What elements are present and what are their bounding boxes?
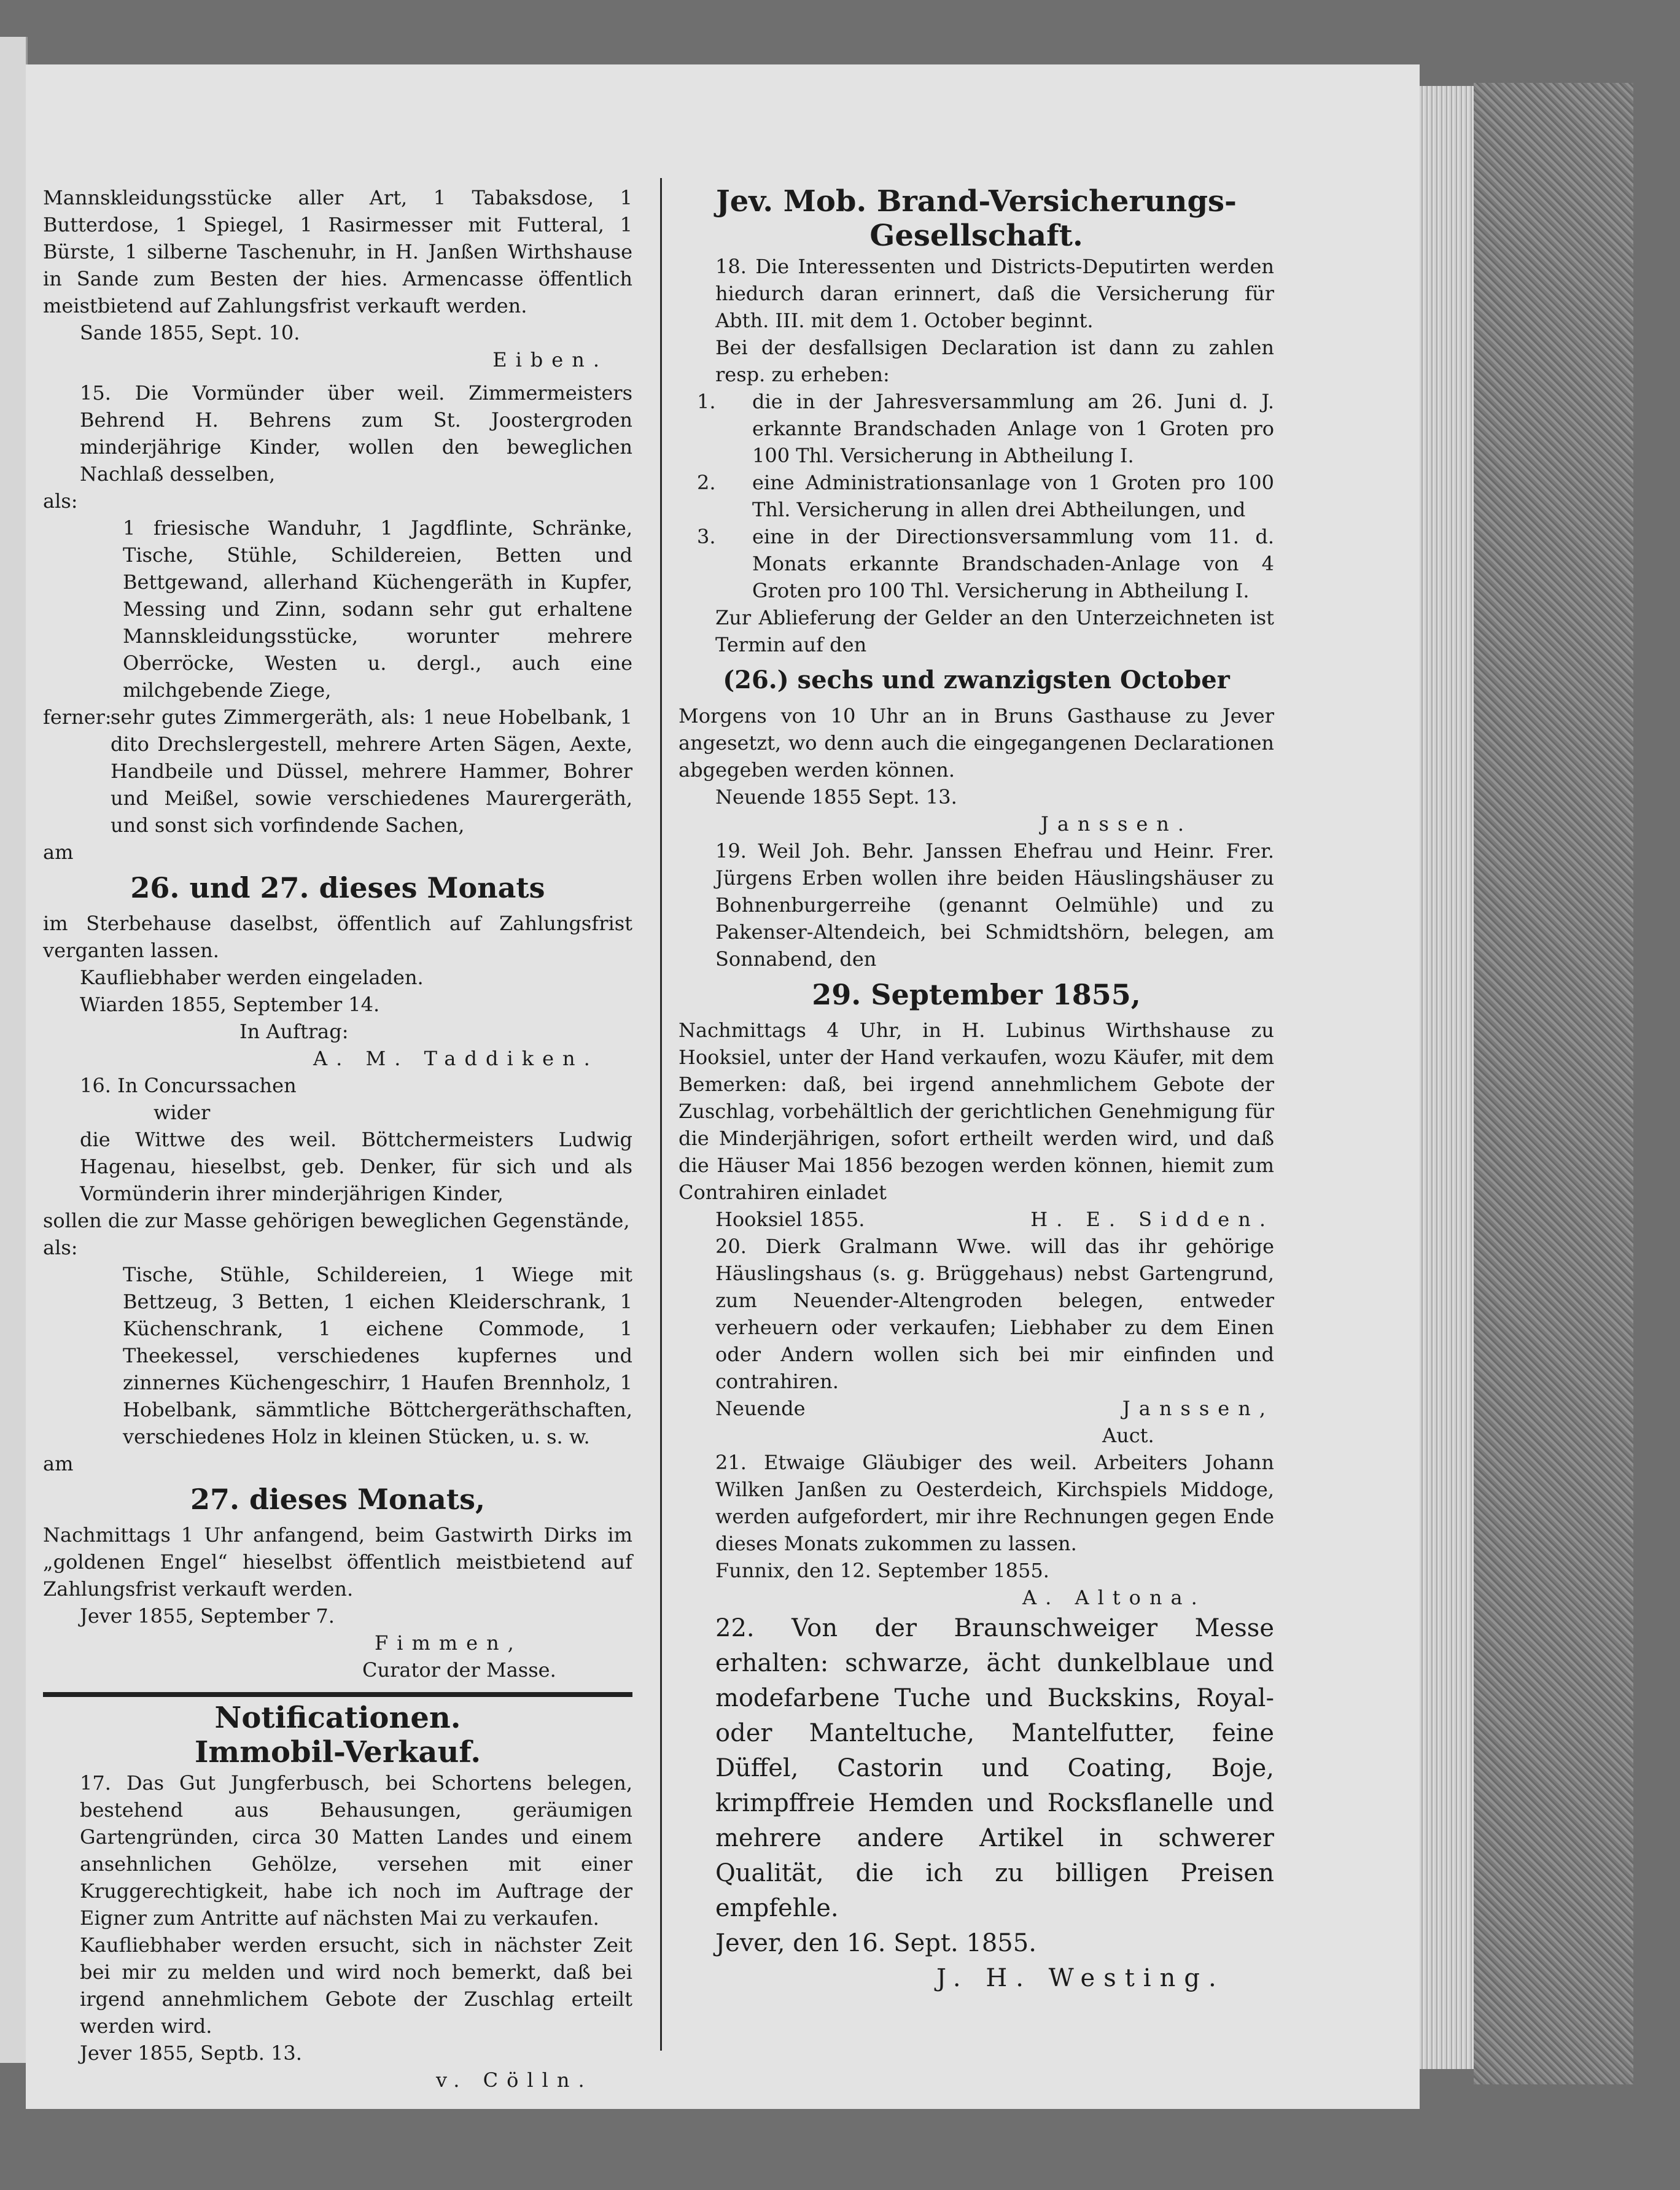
funnix-date: Funnix, den 12. September 1855.	[715, 1559, 1049, 1582]
hooksiel-date: Hooksiel 1855.	[715, 1208, 865, 1231]
als-label: als:	[43, 489, 78, 513]
right-column	[679, 184, 1274, 1996]
notice-16-heading: 16. In Concurssachen	[80, 1074, 297, 1097]
notice-16-text: die Wittwe des weil. Böttchermeisters Ludwig Hagenau, hieselbst, geb. Denker, für sich und als Vormünderin ihrer minderjährigen Kinder,	[80, 1128, 632, 1205]
ablieferung-text: Zur Ablieferung der Gelder an den Unterzeichneten ist Termin auf den	[715, 606, 1274, 656]
previous-page-edge	[0, 37, 28, 2063]
wiarden-date: Wiarden 1855, September 14.	[80, 993, 380, 1016]
brand-versicherung-heading-1: Jev. Mob. Brand-Versicherungs-	[716, 184, 1237, 219]
ferner-block	[43, 704, 632, 839]
notice-16-text-c: Nachmittags 1 Uhr anfangend, beim Gastwirth Dirks im „goldenen Engel“ hieselbst öffentlich meistbietend auf Zahlungsfrist verkauft werden.	[43, 1523, 632, 1601]
book-cover	[1474, 83, 1633, 2084]
jever-date-3: Jever, den 16. Sept. 1855.	[715, 1929, 1036, 1957]
brand-versicherung-heading-2: Gesellschaft.	[869, 219, 1083, 253]
notice-19-text: 19. Weil Joh. Behr. Janssen Ehefrau und Heinr. Frer. Jürgens Erben wollen ihre beiden Häuslingshäuser zu Bohnenburgerreihe (genannt Oelmühle) und zu Pakenser-Altendeich, bei Schmidtshörn, belegen, am Sonnabend, den	[715, 839, 1274, 971]
list-item: 3. eine in der Directionsversammlung vom 11. d. Monats erkannte Brandschaden-Anlage von 4 Groten pro 100 Thl. Versicherung in Abtheilung I.	[697, 525, 1274, 602]
notice-16-list: Tische, Stühle, Schildereien, 1 Wiege mit Bettzeug, 3 Betten, 1 eichen Kleiderschrank, 1 Küchenschrank, 1 eichene Commode, 1 Theekessel, verschiedenes kupfernes und zinnernes Küchengeschirr, 1 Haufen Brennholz, 1 Hobelbank, sämmtliche Böttchergeräthschaften, verschiedenes Holz in kleinen Stücken, u. s. w.	[123, 1263, 632, 1448]
notice-19-date: 29. September 1855,	[812, 978, 1141, 1011]
jever-date-2: Jever 1855, Septb. 13.	[80, 2041, 302, 2065]
ferner-text: sehr gutes Zimmergeräth, als: 1 neue Hobelbank, 1 dito Drechslergestell, mehrere Arten Sägen, Aexte, Handbeile und Düssel, mehrere Hammer, Bohrer und Meißel, sowie verschiedenes Maurergeräth, und sonst sich vorfindende Sachen,	[111, 705, 632, 837]
curator-line: Curator der Masse.	[362, 1658, 556, 1682]
newspaper-page	[26, 64, 1420, 2109]
notice-15-text-b: im Sterbehause daselbst, öffentlich auf Zahlungsfrist verganten lassen.	[43, 912, 632, 962]
notice-20-text: 20. Dierk Gralmann Wwe. will das ihr gehörige Häuslingshaus (s. g. Brüggehaus) nebst Gartengrund, zum Neuender-Altengroden belegen, entweder verheuern oder verkaufen; Liebhaber zu dem Einen oder Andern wollen sich bei mir einfinden und contrahiren.	[715, 1235, 1274, 1393]
morgens-text: Morgens von 10 Uhr an in Bruns Gasthause zu Jever angesetzt, wo denn auch die eingegangenen Declarationen abgegeben werden können.	[679, 704, 1274, 782]
am-label: am	[43, 841, 74, 864]
notice-16-date: 27. dieses Monats,	[190, 1483, 486, 1516]
coelln-signature: v. Cölln.	[436, 2068, 593, 2092]
notice-22-text: 22. Von der Braunschweiger Messe erhalten: schwarze, ächt dunkelblaue und modefarbene Tuche und Buckskins, Royal- oder Manteltuche, Mantelfutter, feine Düffel, Castorin und Coating, Boje, krimpffreie Hemden und Rocksflanelle und mehrere andere Artikel in schwerer Qualität, die ich zu billigen Preisen empfehle.	[715, 1614, 1274, 1922]
kaufliebhaber-2: Kaufliebhaber werden ersucht, sich in nächster Zeit bei mir zu melden und wird noch bemerkt, daß bei irgend annehmlichem Gebote der Zuschlag erteilt werden wird.	[80, 1933, 632, 2038]
immobil-verkauf-heading: Immobil-Verkauf.	[194, 1735, 481, 1769]
auct-label: Auct.	[1102, 1424, 1154, 1447]
sidden-signature: H. E. Sidden.	[1030, 1208, 1274, 1231]
janssen-signature-1: Janssen.	[1041, 812, 1193, 836]
in-auftrag: In Auftrag:	[239, 1020, 349, 1043]
column-divider	[660, 178, 662, 2051]
notice-14-text: Mannskleidungsstücke aller Art, 1 Tabaksdose, 1 Butterdose, 1 Spiegel, 1 Rasirmesser mit Futteral, 1 Bürste, 1 silberne Taschenuhr, in H. Janßen Wirthshause in Sande zum Besten der hies. Armencasse öffentlich meistbietend auf Zahlungsfrist verkauft werden.	[43, 186, 632, 317]
notice-15-list: 1 friesische Wanduhr, 1 Jagdflinte, Schränke, Tische, Stühle, Schildereien, Betten und Bettgewand, allerhand Küchengeräth in Kupfer, Messing und Zinn, sodann sehr gut erhaltene Mannskleidungsstücke, worunter mehrere Oberröcke, Westen u. dergl., auch eine milchgebende Ziege,	[123, 516, 632, 702]
notice-15-text: 15. Die Vormünder über weil. Zimmermeisters Behrend H. Behrens zum St. Joostergroden minderjährige Kinder, wollen den beweglichen Nachlaß desselben,	[80, 381, 632, 486]
notice-21-text: 21. Etwaige Gläubiger des weil. Arbeiters Johann Wilken Janßen zu Oesterdeich, Kirchspiels Middoge, werden aufgefordert, mir ihre Rechnungen gegen Ende dieses Monats zukommen zu lassen.	[715, 1451, 1274, 1555]
notice-18-text: 18. Die Interessenten und Districts-Deputirten werden hiedurch daran erinnert, daß die Versicherung für Abth. III. mit dem 1. October beginnt.	[715, 255, 1274, 332]
ferner-label: ferner:	[43, 705, 112, 729]
als-label-2: als:	[43, 1236, 78, 1259]
notice-16-text-b: sollen die zur Masse gehörigen beweglichen Gegenstände,	[43, 1209, 630, 1232]
janssen-signature-2: Janssen,	[1122, 1397, 1274, 1420]
section-rule	[43, 1692, 632, 1697]
westing-signature: J. H. Westing.	[936, 1964, 1225, 1992]
notice-17-text: 17. Das Gut Jungferbusch, bei Schortens belegen, bestehend aus Behausungen, geräumigen Gartengründen, circa 30 Matten Landes und einem ansehnlichen Gehölze, versehen mit einer Kruggerechtigkeit, habe ich noch im Auftrage der Eigner zum Antritte auf nächsten Mai zu verkaufen.	[80, 1771, 632, 1930]
list-item: 1. die in der Jahresversammlung am 26. Juni d. J. erkannte Brandschaden Anlage von 1 Groten pro 100 Thl. Versicherung in Abtheilung I.	[697, 390, 1274, 467]
termin-date: (26.) sechs und zwanzigsten October	[723, 666, 1230, 694]
left-column	[43, 184, 632, 2094]
sande-date: Sande 1855, Sept. 10.	[80, 321, 300, 344]
declaration-text: Bei der desfallsigen Declaration ist dann zu zahlen resp. zu erheben:	[715, 336, 1274, 386]
list-item: 2. eine Administrationsanlage von 1 Groten pro 100 Thl. Versicherung in allen drei Abtheilungen, und	[697, 471, 1274, 521]
kaufliebhaber-1: Kaufliebhaber werden eingeladen.	[80, 966, 424, 989]
am-label-2: am	[43, 1452, 74, 1475]
notice-19-text-b: Nachmittags 4 Uhr, in H. Lubinus Wirthshause zu Hooksiel, unter der Hand verkaufen, wozu Käufer, mit dem Bemerken: daß, bei irgend annehmlichem Gebote der Zuschlag, vorbehältlich der gerichtlichen Genehmigung für die Minderjährigen, sofort ertheilt werden wird, und daß die Häuser Mai 1856 bezogen werden können, hiemit zum Contrahiren einladet	[679, 1019, 1274, 1204]
altona-signature: A. Altona.	[1022, 1586, 1206, 1609]
neuende-date-1: Neuende 1855 Sept. 13.	[715, 785, 957, 809]
wider-label: wider	[154, 1101, 211, 1124]
neuende-date-2: Neuende	[715, 1397, 806, 1420]
hooksiel-signature-line	[679, 1206, 1274, 1233]
neuende-signature-line	[679, 1395, 1274, 1422]
notice-15-date: 26. und 27. dieses Monats	[130, 871, 545, 904]
fimmen-signature: Fimmen,	[375, 1631, 523, 1655]
jever-date-1: Jever 1855, September 7.	[80, 1604, 335, 1628]
notificationen-heading: Notificationen.	[214, 1701, 461, 1735]
taddiken-signature: A. M. Taddiken.	[313, 1047, 599, 1070]
sande-signature: Eiben.	[492, 348, 608, 371]
